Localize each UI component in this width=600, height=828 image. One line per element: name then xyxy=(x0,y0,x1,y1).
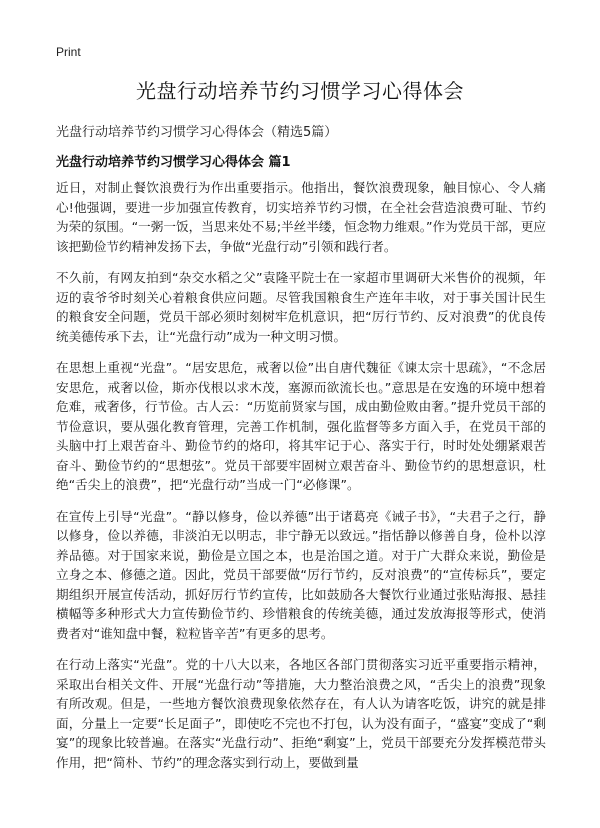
print-label: Print xyxy=(56,45,81,59)
paragraph-1: 近日，对制止餐饮浪费行为作出重要指示。他指出，餐饮浪费现象，触目惊心、令人痛心!他强调，要进一步加强宣传教育，切实培养节约习惯，在全社会营造浪费可耻、节约为荣的氛围。“一粥一饭，当思来处不易;半丝半缕，恒念物力维艰。”作为党员干部，更应该把勤俭节约精神发扬下去，争做“光盘行动”引领和践行者。 xyxy=(56,180,546,254)
paragraph-2: 不久前，有网友拍到“杂交水稻之父”袁隆平院士在一家超市里调研大米售价的视频，年迈的袁爷爷时刻关心着粮食供应问题。尽管我国粮食生产连年丰收，对于事关国计民生的粮食安全问题，党员干部必须时刻树牢危机意识，把“厉行节约、反对浪费”的优良传统美德传承下去，让“光盘行动”成为一种文明习惯。 xyxy=(56,270,546,344)
section-heading: 光盘行动培养节约习惯学习心得体会 篇1 xyxy=(56,155,291,170)
article-body xyxy=(56,178,546,784)
paragraph-3: 在思想上重视“光盘”。“居安思危，戒奢以俭”出自唐代魏征《谏太宗十思疏》，“不念居安思危，戒奢以俭，斯亦伐根以求木茂，塞源而欲流长也。”意思是在安逸的环境中想着危难，戒奢侈，行节俭。古人云：“历览前贤家与国，成由勤俭败由奢。”提升党员干部的节俭意识，要从强化教育管理，完善工作机制，强化监督等多方面入手，在党员干部的头脑中打上艰苦奋斗、勤俭节约的烙印，将其牢记于心、落实于行，时时处处绷紧艰苦奋斗、勤俭节约的“思想弦”。党员干部要牢固树立艰苦奋斗、勤俭节约的思想意识，杜绝“舌尖上的浪费”，把“光盘行动”当成一门“必修课”。 xyxy=(56,360,546,492)
paragraph-5: 在行动上落实“光盘”。党的十八大以来，各地区各部门贯彻落实习近平重要指示精神，采取出台相关文件、开展“光盘行动”等措施，大力整治浪费之风，“舌尖上的浪费”现象有所改观。但是，一些地方餐饮浪费现象依然存在，有人认为请客吃饭，讲究的就是排面，分量上一定要“长足面子”，即使吃不完也不打包，认为没有面子，“盛宴”变成了“剩宴”的现象比较普遍。在落实“光盘行动”、拒绝“剩宴”上，党员干部要充分发挥模范带头作用，把“简朴、节约”的理念落实到行动上，要做到量 xyxy=(56,657,546,770)
paragraph-4: 在宣传上引导“光盘”。“静以修身，俭以养德”出于诸葛亮《诫子书》，“夫君子之行，静以修身，俭以养德，非淡泊无以明志，非宁静无以致远。”指恬静以修善自身，俭朴以淳养品德。对于国家来说，勤俭是立国之本，也是治国之道。对于广大群众来说，勤俭是立身之本、修德之道。因此，党员干部要做“厉行节约，反对浪费”的“宣传标兵”，要定期组织开展宣传活动，抓好厉行节约宣传，比如鼓励各大餐饮行业通过张贴海报、悬挂横幅等多种形式大力宣传勤俭节约、珍惜粮食的传统美德，通过发放海报等形式，使消费者对“谁知盘中餐，粒粒皆辛苦”有更多的思考。 xyxy=(56,508,546,641)
document-subtitle: 光盘行动培养节约习惯学习心得体会（精选5篇） xyxy=(56,125,338,140)
document-title: 光盘行动培养节约习惯学习心得体会 xyxy=(136,79,464,103)
